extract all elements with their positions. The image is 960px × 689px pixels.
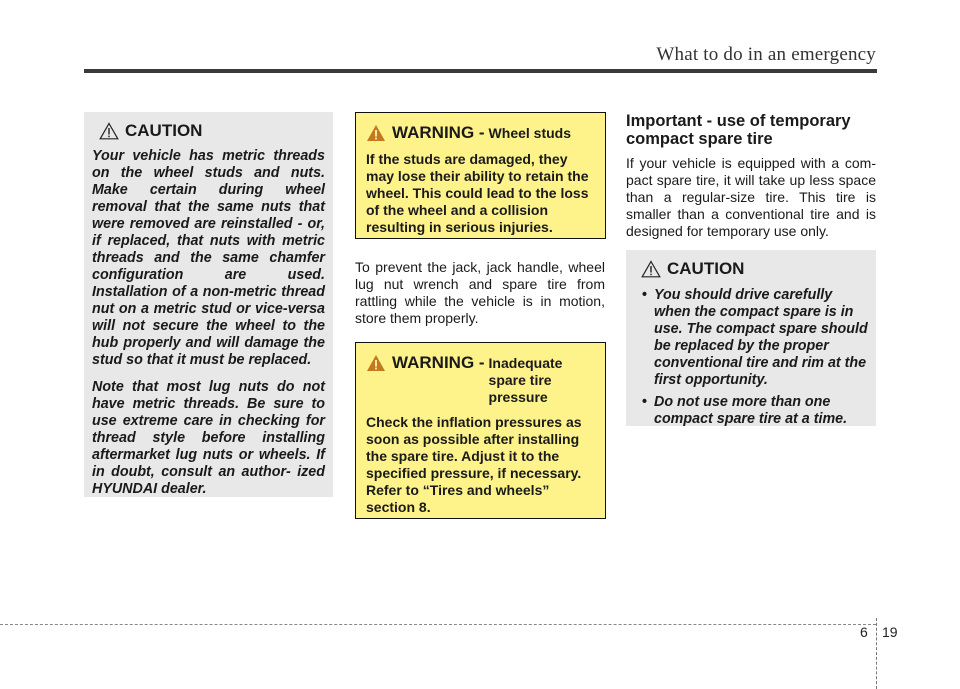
warning-subtitle: Inadequate spare tire pressure xyxy=(488,355,563,405)
caution-triangle-icon xyxy=(99,122,119,140)
section-heading: Important - use of temporary compact spare tire xyxy=(626,112,851,148)
caution-paragraph: Note that most lug nuts do not have metric threads. Be sure to use extreme care in checking for thread style before installing aftermarket lug nuts or wheels. If in doubt, consult an author- ized HYUNDAI dealer. xyxy=(92,379,325,497)
warning-box-wheel-studs xyxy=(355,112,606,239)
warning-text: If the studs are damaged, they may lose their ability to retain the wheel. This could lead to the loss of the wheel and a collision resulting in serious injuries. xyxy=(366,151,589,235)
warning-box-spare-tire-pressure xyxy=(355,342,606,519)
caution-paragraph: Your vehicle has metric threads on the wheel studs and nuts. Make certain during wheel removal that the same nuts that were removed are reinstalled - or, if replaced, that nuts with metric threads and the same chamfer configuration are used. Installation of a non-metric thread nut on a metric stud or vice-versa will not secure the wheel to the hub properly and will damage the stud so that it must be replaced. xyxy=(92,148,325,368)
header-rule xyxy=(84,69,877,73)
warning-triangle-icon xyxy=(366,124,386,142)
warning-title: WARNING - Wheel studs xyxy=(366,123,597,143)
caution-triangle-icon xyxy=(641,260,661,278)
caution-title: CAUTION xyxy=(99,121,325,141)
caution-bullet-list xyxy=(634,287,868,428)
warning-text: Check the inflation pressures as soon as possible after installing the spare tire. Adjust it to the specified pressure, if necessary. Refer to “Tires and wheels” section 8. xyxy=(366,414,582,515)
footer-rule xyxy=(0,624,876,625)
page-number: 19 xyxy=(882,624,898,640)
warning-subtitle: Wheel studs xyxy=(488,125,572,141)
caution-bullet: • You should drive carefully when the compact spare is in use. The compact spare should be replaced by the proper conventional tire and rim at the first opportunity. xyxy=(634,287,868,389)
section-body-text: If your vehicle is equipped with a com- pact spare tire, it will take up less space than a regular-size tire. This tire is smaller than a conventional tire and is designed for temporary use only. xyxy=(626,155,876,239)
page-header-title: What to do in an emergency xyxy=(656,44,876,65)
warning-title: WARNING - Inadequate spare tire pressure xyxy=(366,353,597,406)
caution-box-metric-threads xyxy=(84,112,333,497)
warning-triangle-icon xyxy=(366,354,386,372)
caution-bullet: • Do not use more than one compact spare tire at a time. xyxy=(634,394,868,428)
caution-box-compact-spare xyxy=(626,250,876,426)
page-number-divider xyxy=(876,618,877,689)
caution-title: CAUTION xyxy=(641,259,868,279)
storage-instruction-text: To prevent the jack, jack handle, wheel lug nut wrench and spare tire from rattling while the vehicle is in motion, store them properly. xyxy=(355,259,605,326)
chapter-number: 6 xyxy=(860,624,868,640)
